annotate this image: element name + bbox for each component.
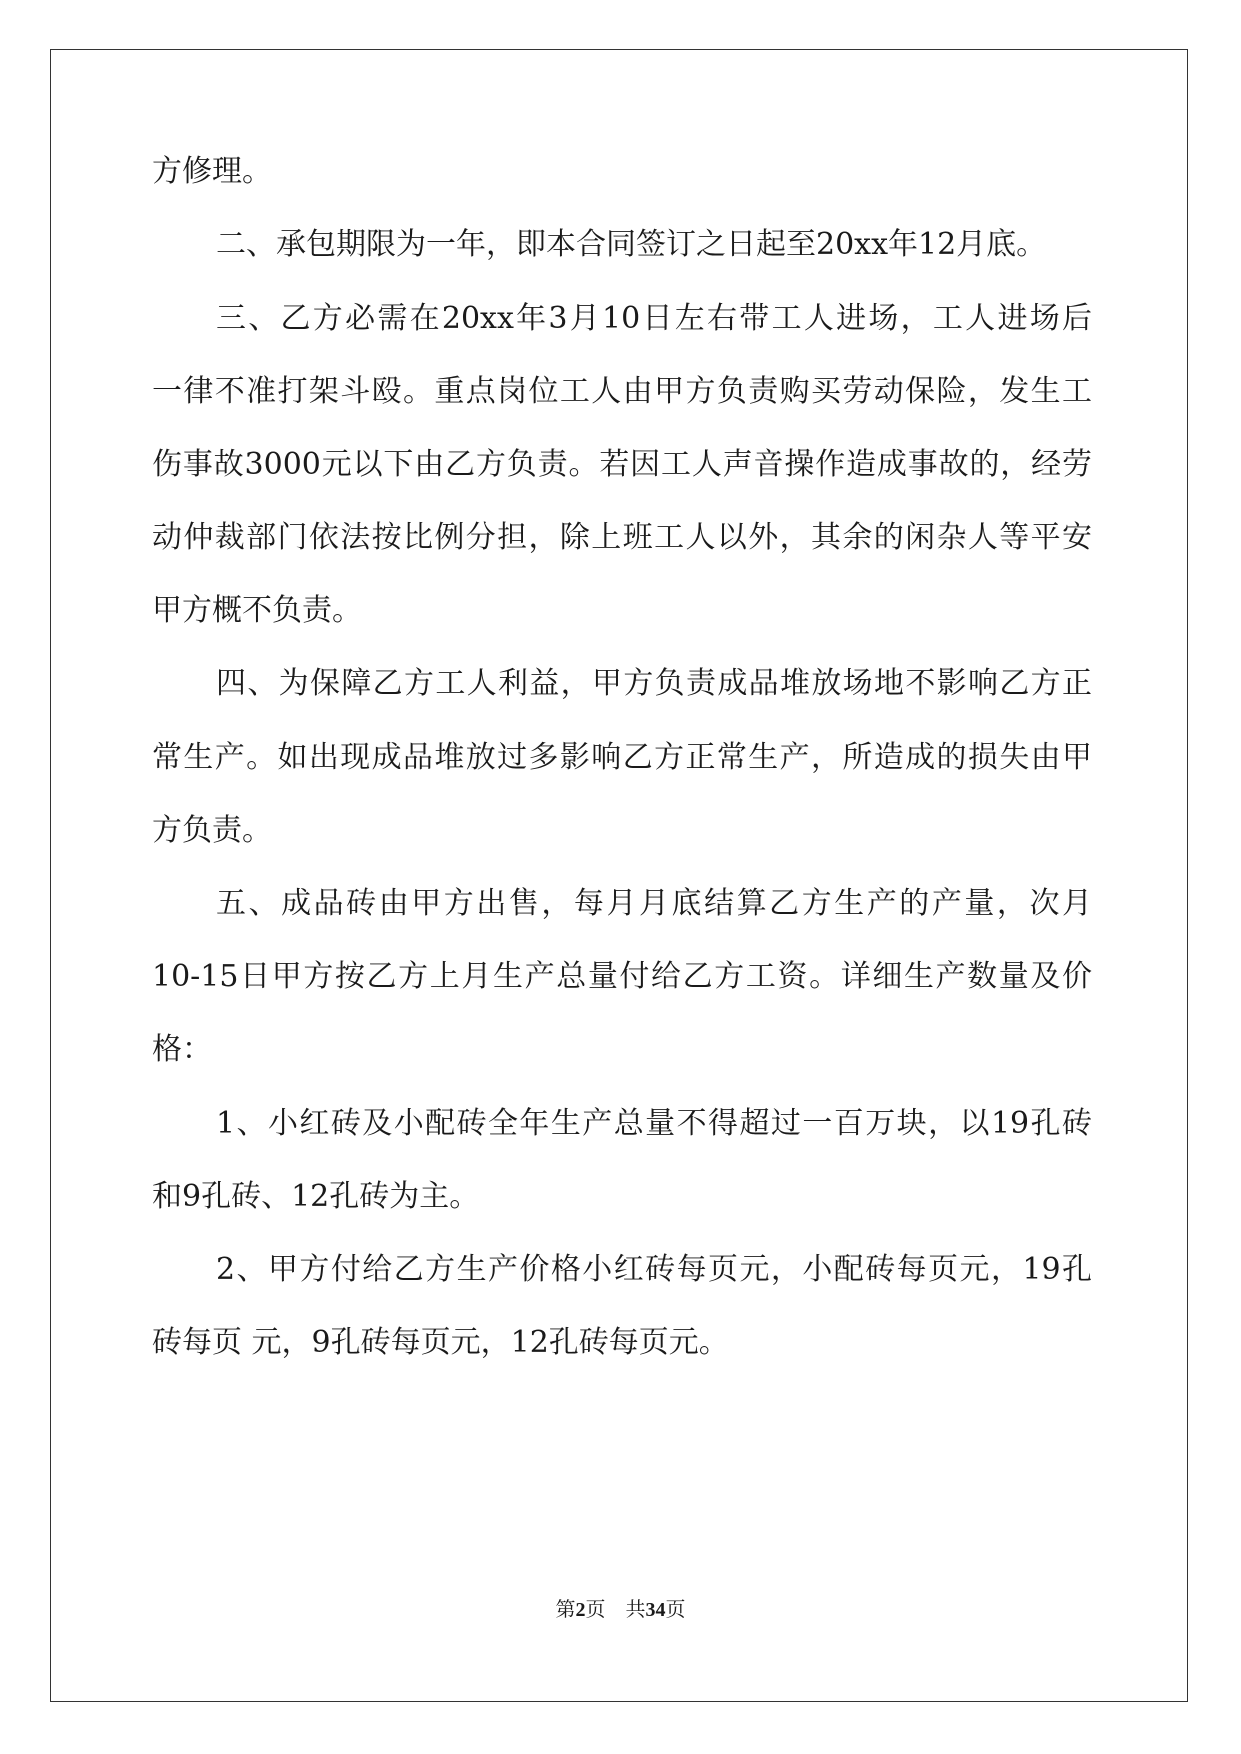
footer-page-suffix: 页 bbox=[585, 1599, 606, 1621]
footer-prefix: 第 bbox=[555, 1599, 576, 1621]
text-line: 甲方概不负责。 bbox=[152, 593, 362, 628]
text-line: 10-15日甲方按乙方上月生产总量付给乙方工资。详细生产数量及价 bbox=[152, 959, 1092, 994]
text-line: 2、甲方付给乙方生产价格小红砖每页元，小配砖每页元，19孔 bbox=[216, 1252, 1092, 1287]
text-line: 一律不准打架斗殴。重点岗位工人由甲方负责购买劳动保险，发生工 bbox=[152, 374, 1092, 409]
page-footer bbox=[0, 1596, 1241, 1624]
text-line: 方修理。 bbox=[152, 154, 272, 189]
text-line: 方负责。 bbox=[152, 813, 272, 848]
text-line: 格： bbox=[152, 1032, 212, 1067]
text-line: 动仲裁部门依法按比例分担，除上班工人以外，其余的闲杂人等平安 bbox=[152, 520, 1092, 555]
text-line: 四、为保障乙方工人利益，甲方负责成品堆放场地不影响乙方正 bbox=[216, 666, 1092, 701]
text-line: 1、小红砖及小配砖全年生产总量不得超过一百万块，以19孔砖 bbox=[216, 1106, 1092, 1141]
text-line: 砖每页 元，9孔砖每页元，12孔砖每页元。 bbox=[152, 1325, 729, 1360]
text-line: 二、承包期限为一年，即本合同签订之日起至20xx年12月底。 bbox=[216, 227, 1047, 262]
current-page-number: 2 bbox=[575, 1599, 586, 1621]
text-line: 三、乙方必需在20xx年3月10日左右带工人进场，工人进场后 bbox=[216, 301, 1092, 336]
text-line: 五、成品砖由甲方出售，每月月底结算乙方生产的产量，次月 bbox=[216, 886, 1092, 921]
page-frame bbox=[50, 49, 1188, 1702]
footer-total-prefix: 共 bbox=[625, 1599, 646, 1621]
text-line: 常生产。如出现成品堆放过多影响乙方正常生产，所造成的损失由甲 bbox=[152, 740, 1092, 775]
footer-total-suffix: 页 bbox=[665, 1599, 686, 1621]
total-page-count: 34 bbox=[645, 1599, 666, 1621]
text-line: 伤事故3000元以下由乙方负责。若因工人声音操作造成事故的，经劳 bbox=[152, 447, 1092, 482]
text-line: 和9孔砖、12孔砖为主。 bbox=[152, 1179, 480, 1214]
